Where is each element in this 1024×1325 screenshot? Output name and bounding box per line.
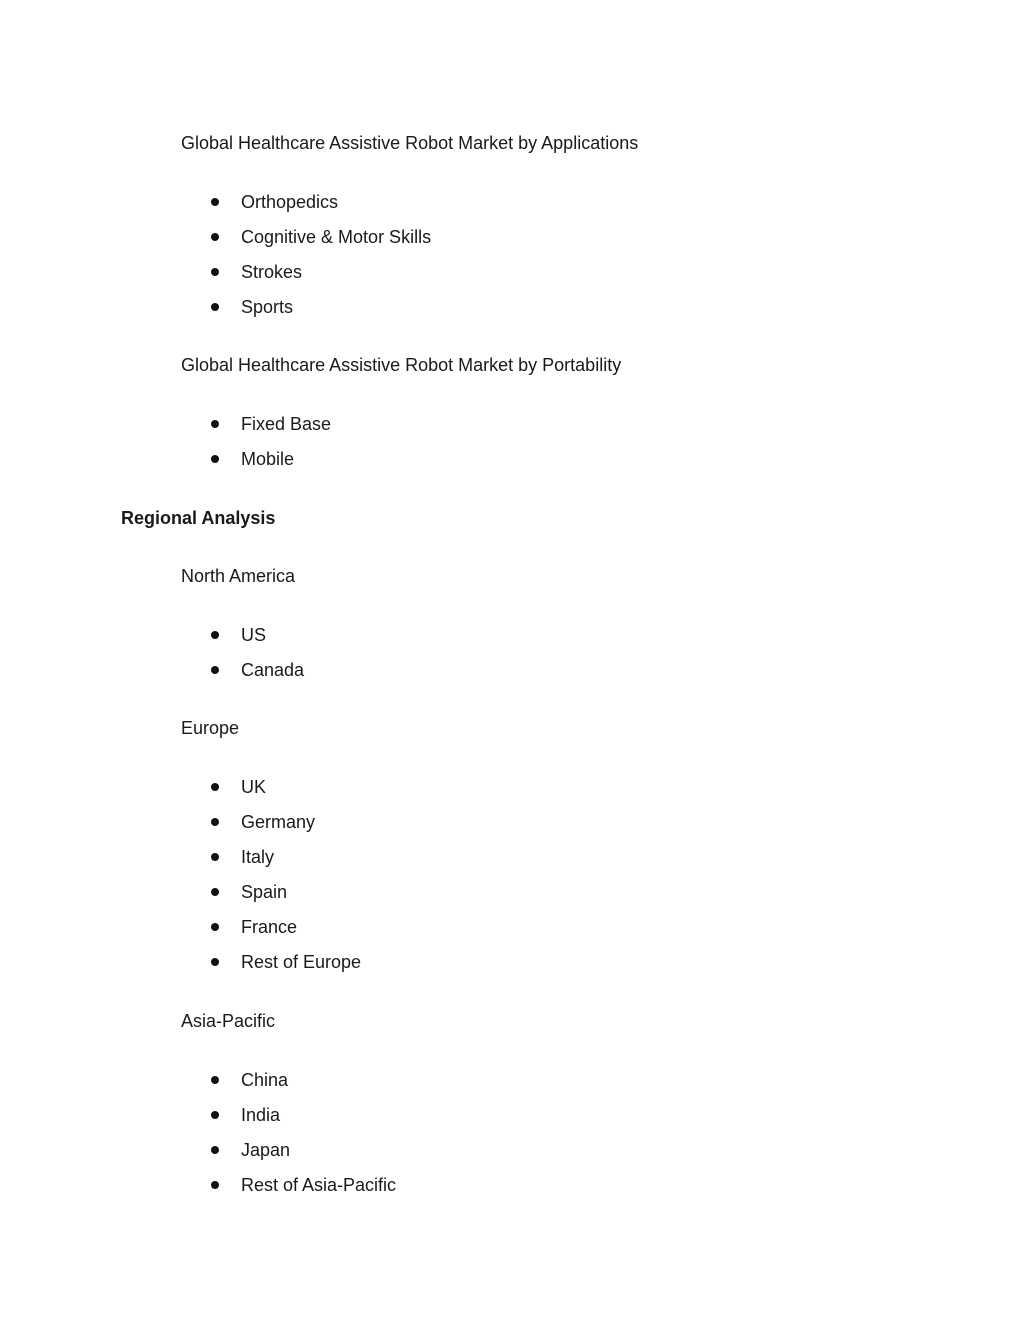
list-item xyxy=(0,775,361,810)
list-item xyxy=(0,915,361,950)
bullet-dot-icon xyxy=(211,888,219,896)
list-item-label: Strokes xyxy=(241,262,303,282)
list-item-label: Mobile xyxy=(241,449,295,469)
bullet-dot-icon xyxy=(211,1076,219,1084)
regional-analysis-heading: Regional Analysis xyxy=(121,508,276,528)
bullet-dot-icon xyxy=(211,233,219,241)
bullet-dot-icon xyxy=(211,420,219,428)
north-america-list xyxy=(0,623,304,693)
list-item-label: Sports xyxy=(241,297,294,317)
list-item xyxy=(0,295,431,330)
list-item xyxy=(0,412,331,447)
list-item xyxy=(0,845,361,880)
applications-list xyxy=(0,190,431,330)
list-item-label: Spain xyxy=(241,882,288,902)
list-item-label: Rest of Europe xyxy=(241,952,362,972)
list-item xyxy=(0,810,361,845)
list-item xyxy=(0,1103,396,1138)
list-item-label: China xyxy=(241,1070,289,1090)
list-item-label: France xyxy=(241,917,298,937)
list-item-label: Orthopedics xyxy=(241,192,339,212)
list-item-label: Fixed Base xyxy=(241,414,332,434)
list-item xyxy=(0,950,361,985)
bullet-dot-icon xyxy=(211,783,219,791)
list-item-label: US xyxy=(241,625,267,645)
portability-heading: Global Healthcare Assistive Robot Market by Portability xyxy=(181,355,622,375)
portability-list xyxy=(0,412,331,482)
asia-pacific-heading: Asia-Pacific xyxy=(181,1011,276,1031)
list-item xyxy=(0,658,304,693)
bullet-dot-icon xyxy=(211,853,219,861)
europe-heading: Europe xyxy=(181,718,240,738)
asia-pacific-list xyxy=(0,1068,396,1208)
bullet-dot-icon xyxy=(211,923,219,931)
europe-list xyxy=(0,775,361,985)
list-item-label: Cognitive & Motor Skills xyxy=(241,227,432,247)
north-america-heading: North America xyxy=(181,566,296,586)
bullet-dot-icon xyxy=(211,455,219,463)
bullet-dot-icon xyxy=(211,958,219,966)
bullet-dot-icon xyxy=(211,666,219,674)
applications-heading: Global Healthcare Assistive Robot Market by Applications xyxy=(181,133,639,153)
list-item xyxy=(0,1138,396,1173)
list-item xyxy=(0,190,431,225)
list-item xyxy=(0,1173,396,1208)
list-item xyxy=(0,447,331,482)
list-item-label: Italy xyxy=(241,847,275,867)
list-item-label: UK xyxy=(241,777,267,797)
list-item xyxy=(0,623,304,658)
bullet-dot-icon xyxy=(211,303,219,311)
bullet-dot-icon xyxy=(211,268,219,276)
bullet-dot-icon xyxy=(211,1111,219,1119)
list-item-label: Rest of Asia-Pacific xyxy=(241,1175,397,1195)
list-item xyxy=(0,260,431,295)
bullet-dot-icon xyxy=(211,198,219,206)
list-item xyxy=(0,225,431,260)
list-item xyxy=(0,880,361,915)
bullet-dot-icon xyxy=(211,1181,219,1189)
list-item-label: India xyxy=(241,1105,281,1125)
bullet-dot-icon xyxy=(211,631,219,639)
list-item-label: Japan xyxy=(241,1140,291,1160)
list-item-label: Germany xyxy=(241,812,316,832)
bullet-dot-icon xyxy=(211,1146,219,1154)
list-item xyxy=(0,1068,396,1103)
list-item-label: Canada xyxy=(241,660,305,680)
bullet-dot-icon xyxy=(211,818,219,826)
